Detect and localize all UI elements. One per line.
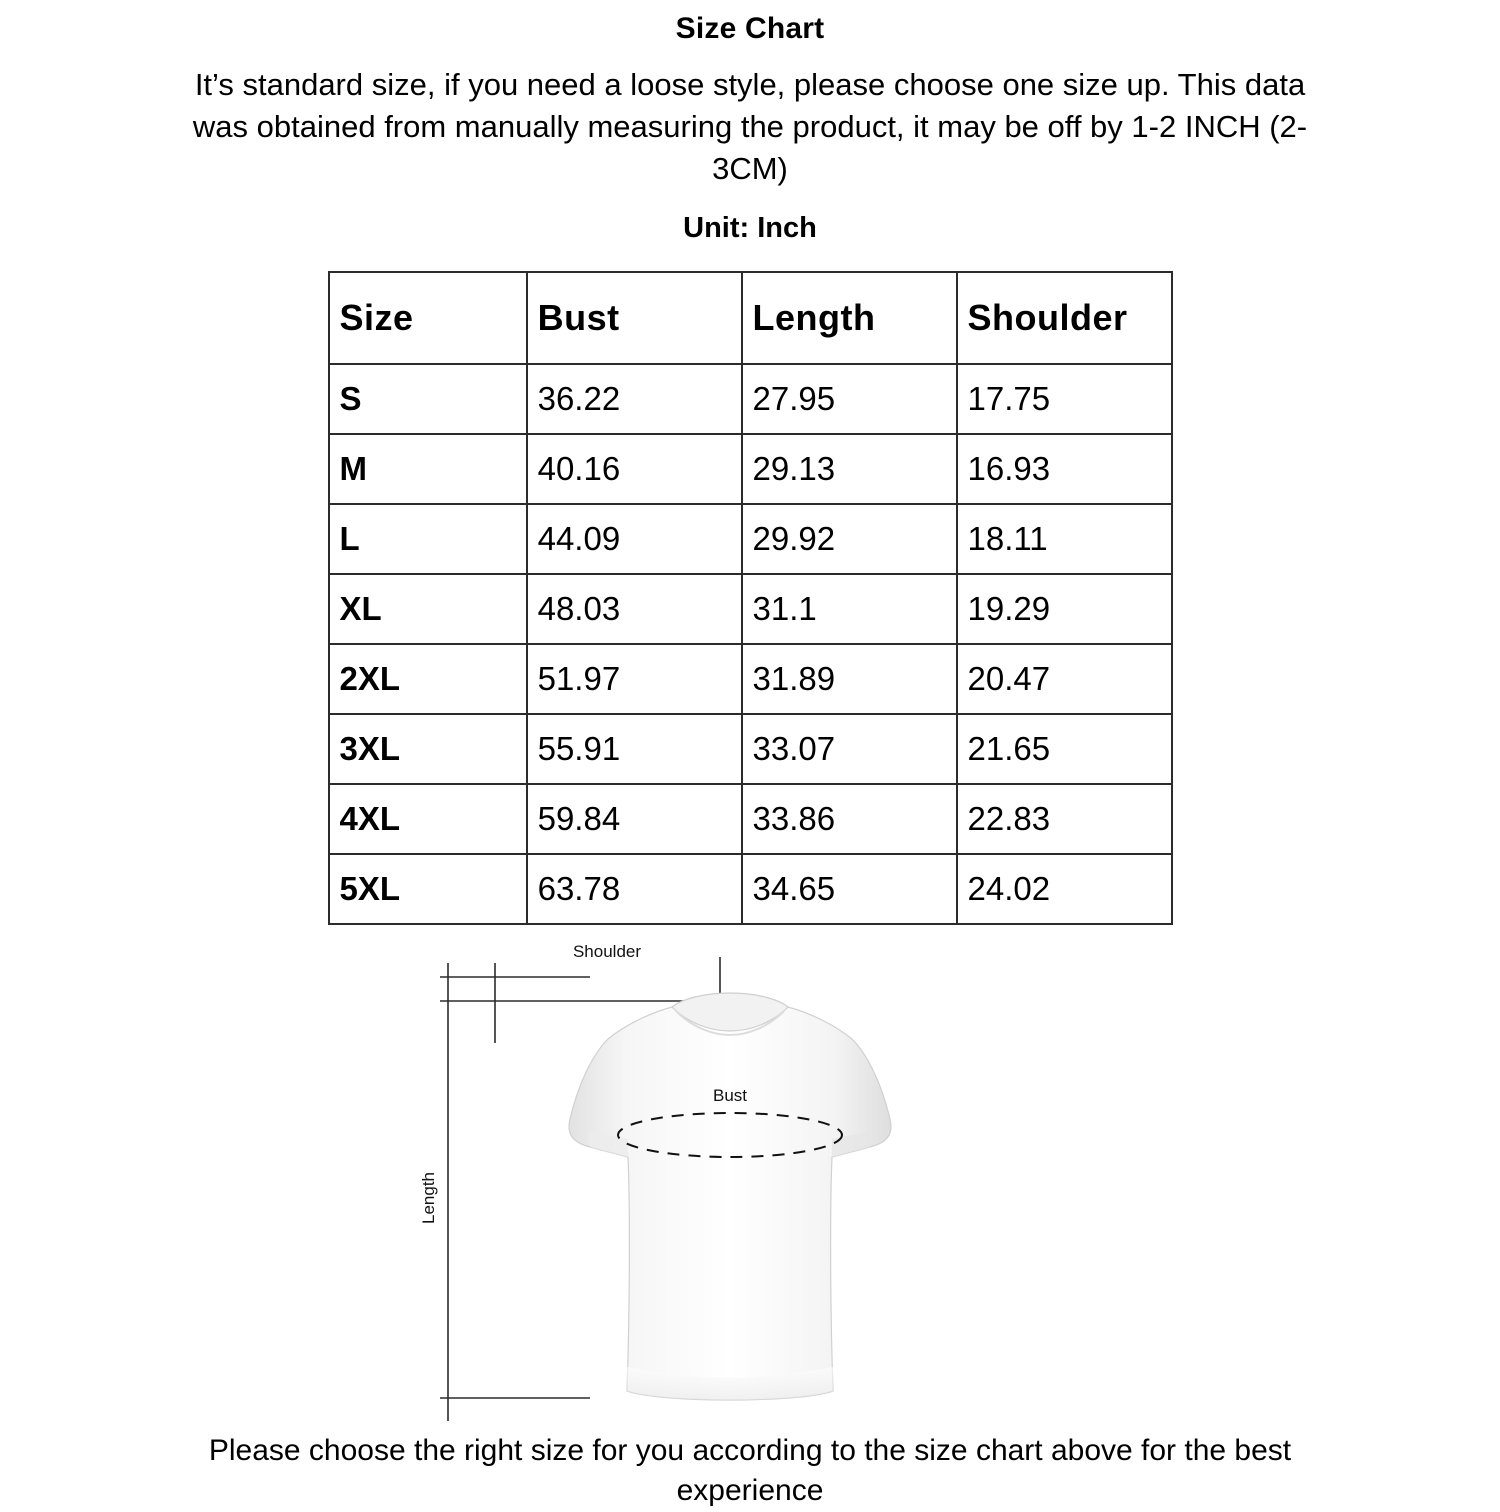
footer-note: Please choose the right size for you according to the size chart above for the best experience xyxy=(208,1433,1292,1508)
measurement-diagram xyxy=(0,943,1500,1423)
cell-bust: 36.22 xyxy=(527,364,742,434)
table-row xyxy=(329,644,1172,714)
table-row xyxy=(329,784,1172,854)
column-header-bust: Bust xyxy=(527,272,742,364)
cell-bust: 48.03 xyxy=(527,574,742,644)
cell-bust: 51.97 xyxy=(527,644,742,714)
shoulder-label: Shoulder xyxy=(572,942,642,961)
cell-size: L xyxy=(329,504,527,574)
cell-size: 3XL xyxy=(329,714,527,784)
tshirt-icon xyxy=(569,993,891,1400)
size-table xyxy=(328,271,1173,925)
length-label: Length xyxy=(419,1171,438,1224)
cell-length: 34.65 xyxy=(742,854,957,924)
cell-size: S xyxy=(329,364,527,434)
cell-size: 5XL xyxy=(329,854,527,924)
length-guides xyxy=(440,963,590,1421)
cell-length: 29.13 xyxy=(742,434,957,504)
cell-shoulder: 16.93 xyxy=(957,434,1172,504)
cell-bust: 40.16 xyxy=(527,434,742,504)
cell-shoulder: 20.47 xyxy=(957,644,1172,714)
cell-length: 27.95 xyxy=(742,364,957,434)
table-row xyxy=(329,364,1172,434)
cell-shoulder: 24.02 xyxy=(957,854,1172,924)
column-header-shoulder: Shoulder xyxy=(957,272,1172,364)
cell-shoulder: 17.75 xyxy=(957,364,1172,434)
cell-length: 29.92 xyxy=(742,504,957,574)
column-header-size: Size xyxy=(329,272,527,364)
table-row xyxy=(329,574,1172,644)
bust-label: Bust xyxy=(712,1085,748,1105)
cell-bust: 59.84 xyxy=(527,784,742,854)
table-row xyxy=(329,714,1172,784)
cell-shoulder: 22.83 xyxy=(957,784,1172,854)
cell-size: M xyxy=(329,434,527,504)
cell-bust: 44.09 xyxy=(527,504,742,574)
cell-bust: 63.78 xyxy=(527,854,742,924)
column-header-length: Length xyxy=(742,272,957,364)
cell-shoulder: 18.11 xyxy=(957,504,1172,574)
unit-label: Unit: Inch xyxy=(683,211,817,244)
table-row xyxy=(329,434,1172,504)
cell-length: 31.1 xyxy=(742,574,957,644)
page-title: Size Chart xyxy=(675,12,825,45)
table-header-row xyxy=(329,272,1172,364)
cell-length: 31.89 xyxy=(742,644,957,714)
table-row xyxy=(329,854,1172,924)
cell-size: 2XL xyxy=(329,644,527,714)
cell-bust: 55.91 xyxy=(527,714,742,784)
cell-size: XL xyxy=(329,574,527,644)
tshirt-diagram-svg xyxy=(400,943,1100,1423)
cell-shoulder: 19.29 xyxy=(957,574,1172,644)
cell-length: 33.86 xyxy=(742,784,957,854)
cell-size: 4XL xyxy=(329,784,527,854)
size-table-wrap xyxy=(328,271,1173,925)
intro-text: It’s standard size, if you need a loose style, please choose one size up. This data was obtained from manually measuring the product, it may be off by 1-2 INCH (2-3CM) xyxy=(192,67,1308,186)
cell-length: 33.07 xyxy=(742,714,957,784)
table-row xyxy=(329,504,1172,574)
cell-shoulder: 21.65 xyxy=(957,714,1172,784)
